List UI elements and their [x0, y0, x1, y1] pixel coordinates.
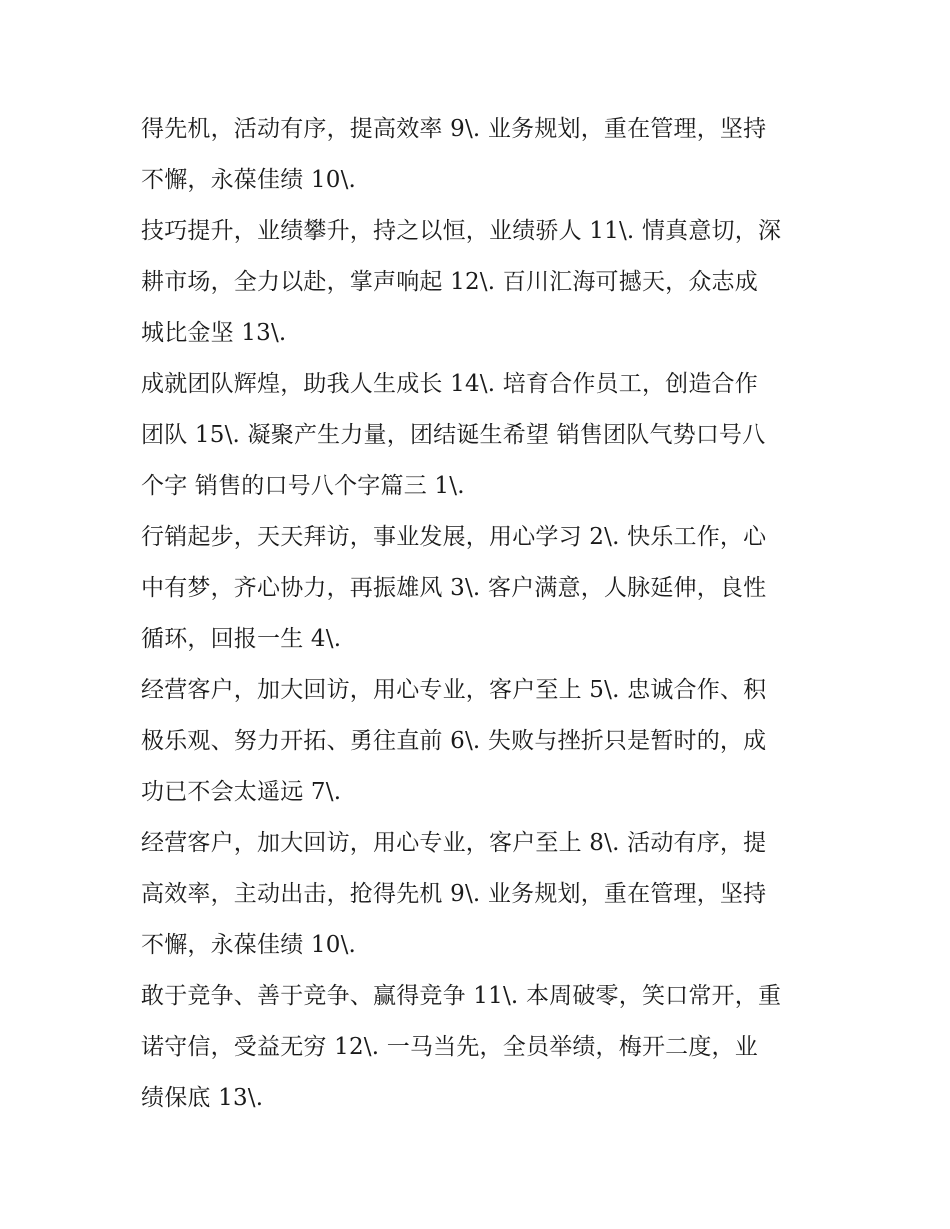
text-line: 成就团队辉煌，助我人生成长 14\. 培育合作员工，创造合作	[141, 371, 758, 397]
text-line: 技巧提升，业绩攀升，持之以恒，业绩骄人 11\. 情真意切，深	[141, 218, 782, 244]
text-line: 绩保底 13\.	[141, 1085, 264, 1111]
text-line: 得先机，活动有序，提高效率 9\. 业务规划，重在管理，坚持	[141, 116, 767, 142]
text-line: 不懈，永葆佳绩 10\.	[141, 932, 357, 958]
text-line: 诺守信，受益无穷 12\. 一马当先，全员举绩，梅开二度，业	[141, 1034, 758, 1060]
text-line: 功已不会太遥远 7\.	[141, 779, 342, 805]
text-line: 个字 销售的口号八个字篇三 1\.	[141, 473, 465, 499]
text-line: 高效率，主动出击，抢得先机 9\. 业务规划，重在管理，坚持	[141, 881, 767, 907]
text-line: 敢于竞争、善于竞争、赢得竞争 11\. 本周破零，笑口常开，重	[141, 983, 782, 1009]
text-line: 中有梦，齐心协力，再振雄风 3\. 客户满意，人脉延伸，良性	[141, 575, 767, 601]
text-line: 极乐观、努力开拓、勇往直前 6\. 失败与挫折只是暂时的，成	[141, 728, 767, 754]
text-line: 经营客户，加大回访，用心专业，客户至上 8\. 活动有序，提	[141, 830, 767, 856]
text-line: 经营客户，加大回访，用心专业，客户至上 5\. 忠诚合作、积	[141, 677, 767, 703]
text-line: 不懈，永葆佳绩 10\.	[141, 167, 357, 193]
text-line: 团队 15\. 凝聚产生力量，团结诞生希望 销售团队气势口号八	[141, 422, 766, 448]
document-body	[141, 104, 821, 1124]
text-line: 城比金坚 13\.	[141, 320, 287, 346]
text-line: 耕市场，全力以赴，掌声响起 12\. 百川汇海可撼天，众志成	[141, 269, 758, 295]
text-line: 循环，回报一生 4\.	[141, 626, 342, 652]
text-line: 行销起步，天天拜访，事业发展，用心学习 2\. 快乐工作，心	[141, 524, 767, 550]
